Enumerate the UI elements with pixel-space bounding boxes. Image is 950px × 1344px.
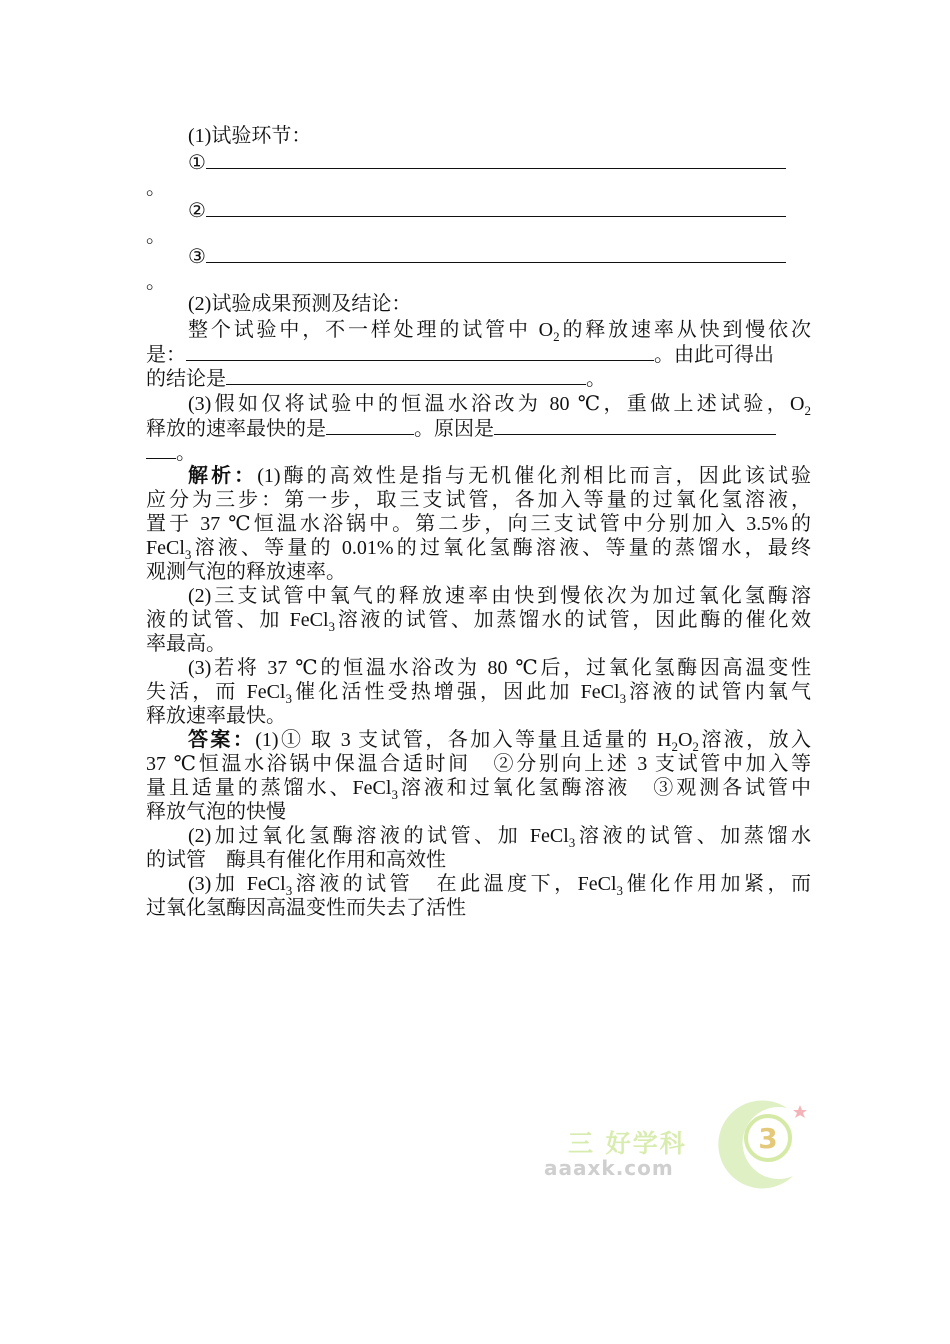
answer-2-line-1: (2)加过氧化氢酶溶液的试管、加 FeCl$_3$溶液的试管、加蒸馏水: [188, 825, 812, 850]
answer-3-line-1: (3)加 FeCl$_3$溶液的试管 在此温度下，FeCl$_3$催化作用加紧，而: [188, 873, 812, 898]
answer-label: 答案：: [188, 729, 256, 751]
answer-line-1: 答案：(1)① 取 3 支试管，各加入等量且适量的 $H_2O_2$溶液，放入: [188, 729, 812, 754]
question-2-heading: (2)试验成果预测及结论：: [188, 293, 412, 315]
analysis-line-3: 置于 37 ℃恒温水浴锅中。第二步，向三支试管中分别加入 3.5%的: [146, 513, 811, 535]
answer-line-3: 量且适量的蒸馏水、FeCl$_3$溶液和过氧化氢酶溶液 ③观测各试管中: [146, 777, 811, 802]
analysis-3-line-1: (3)若将 37 ℃的恒温水浴改为 80 ℃后，过氧化氢酶因高温变性: [188, 657, 811, 679]
analysis-label: 解析：: [188, 465, 258, 487]
question-2-line-2: 是： 。由此可得出: [146, 344, 774, 366]
watermark-logo-digit: 3: [758, 1122, 778, 1155]
question-1-heading: (1)试验环节：: [188, 125, 312, 147]
answer-blank[interactable]: [326, 416, 414, 435]
answer-blank[interactable]: [226, 366, 586, 385]
question-3-line-3: 。: [146, 440, 811, 465]
question-2-line-3: 的结论是 。: [146, 368, 606, 390]
analysis-line-5: 观测气泡的释放速率。: [146, 561, 346, 583]
analysis-line-1: 解析：(1)酶的高效性是指与无机催化剂相比而言，因此该试验: [188, 465, 812, 487]
answer-line-2: 37 ℃恒温水浴锅中保温合适时间 ②分别向上述 3 支试管中加入等: [146, 753, 811, 775]
step-2-end: 。: [146, 225, 166, 247]
analysis-2-line-2: 液的试管、加 FeCl$_3$溶液的试管、加蒸馏水的试管，因此酶的催化效: [146, 609, 811, 634]
analysis-2-line-1: (2)三支试管中氧气的释放速率由快到慢依次为加过氧化氢酶溶: [188, 585, 811, 607]
analysis-line-4: FeCl$_3$溶液、等量的 0.01%的过氧化氢酶溶液、等量的蒸馏水，最终: [146, 537, 811, 562]
answer-blank[interactable]: [206, 244, 786, 263]
analysis-2-line-3: 率最高。: [146, 633, 226, 655]
analysis-3-line-3: 释放速率最快。: [146, 705, 286, 727]
answer-blank[interactable]: [206, 198, 786, 217]
answer-blank[interactable]: [494, 416, 776, 435]
watermark: [530, 1088, 820, 1198]
answer-blank[interactable]: [146, 440, 176, 459]
step-1-line: ①: [188, 150, 811, 175]
answer-line-4: 释放气泡的快慢: [146, 801, 286, 823]
step-3-end: 。: [146, 271, 166, 293]
question-2-line-1: 整个试验中，不一样处理的试管中 $O_2$的释放速率从快到慢依次: [188, 319, 811, 344]
question-3-line-1: (3)假如仅将试验中的恒温水浴改为 80 ℃，重做上述试验，$O_2$: [188, 393, 811, 418]
watermark-logo-icon: [705, 1088, 815, 1198]
step-2-line: ②: [188, 198, 811, 223]
answer-3-line-2: 过氧化氢酶因高温变性而失去了活性: [146, 897, 466, 919]
watermark-url: aaaxk.com: [544, 1156, 674, 1180]
step-1-end: 。: [146, 177, 166, 199]
step-3-line: ③: [188, 244, 811, 269]
analysis-line-2: 应分为三步：第一步，取三支试管，各加入等量的过氧化氢溶液，: [146, 489, 811, 511]
question-3-line-2: 释放的速率最快的是 。原因是: [146, 416, 811, 441]
analysis-3-line-2: 失活，而 FeCl$_3$催化活性受热增强，因此加 FeCl$_3$溶液的试管内氧气: [146, 681, 812, 706]
answer-blank[interactable]: [206, 150, 786, 169]
answer-blank[interactable]: [186, 342, 654, 361]
watermark-title: 三 好学科: [568, 1129, 687, 1158]
answer-2-line-2: 的试管 酶具有催化作用和高效性: [146, 849, 446, 871]
